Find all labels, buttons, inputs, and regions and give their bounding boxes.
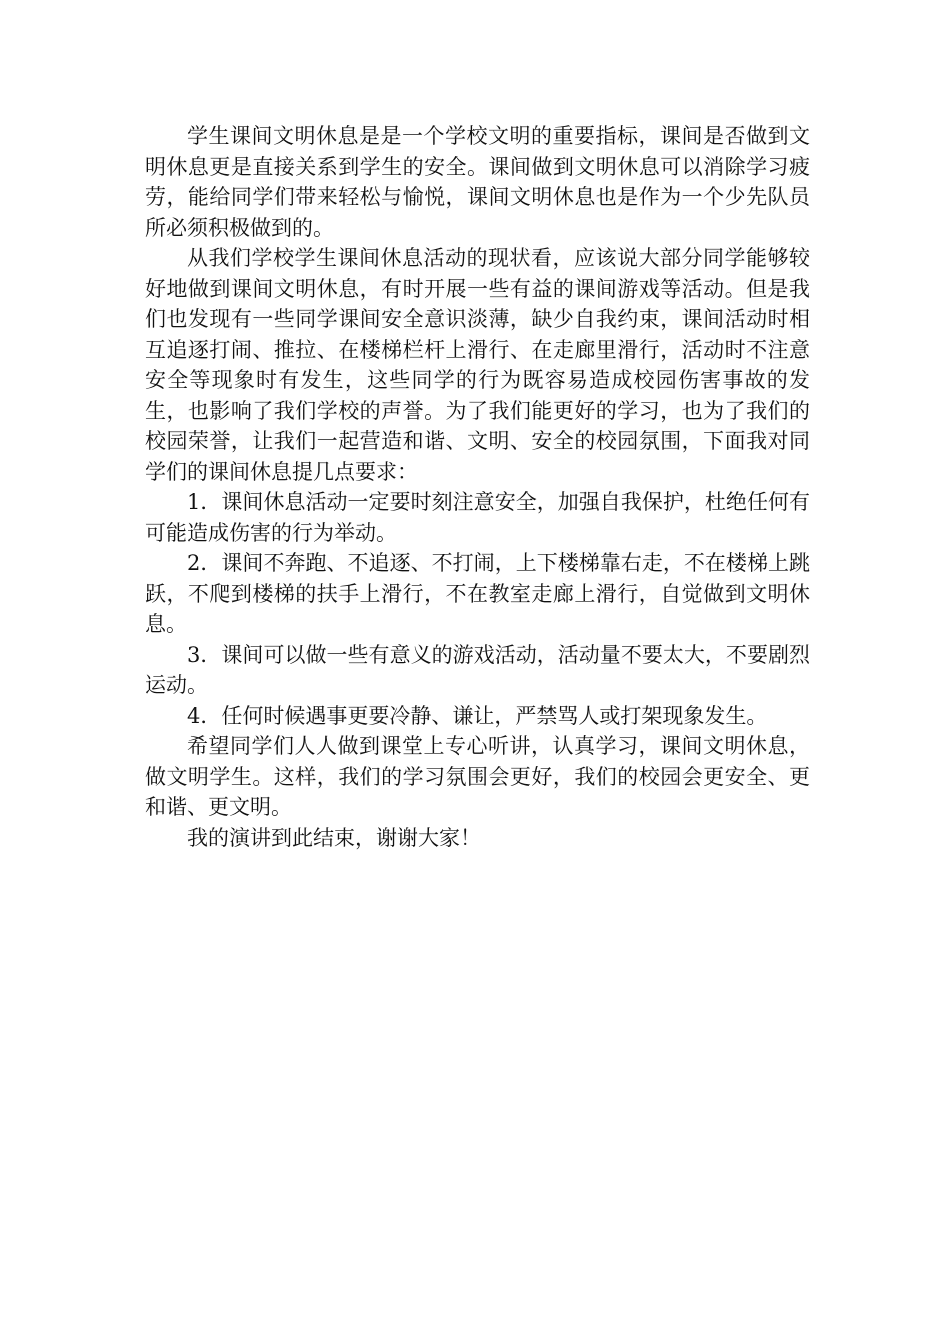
paragraph-requirement-3: 3．课间可以做一些有意义的游戏活动，活动量不要太大，不要剧烈运动。 (145, 642, 810, 697)
paragraph-closing: 我的演讲到此结束，谢谢大家！ (187, 825, 481, 850)
paragraph-intro: 学生课间文明休息是是一个学校文明的重要指标，课间是否做到文明休息更是直接关系到学生的安全。课间做到文明休息可以消除学习疲劳，能给同学们带来轻松与愉悦，课间文明休息也是作为一个少先队员所必须积极做到的。 (145, 124, 810, 240)
document-body (145, 121, 810, 853)
paragraph-hope: 希望同学们人人做到课堂上专心听讲，认真学习，课间文明休息，做文明学生。这样，我们的学习氛围会更好，我们的校园会更安全、更和谐、更文明。 (145, 734, 810, 819)
paragraph-requirement-2: 2．课间不奔跑、不追逐、不打闹，上下楼梯靠右走，不在楼梯上跳跃，不爬到楼梯的扶手上滑行，不在教室走廊上滑行，自觉做到文明休息。 (145, 551, 810, 636)
paragraph-requirement-4: 4．任何时候遇事更要冷静、谦让，严禁骂人或打架现象发生。 (187, 703, 768, 728)
paragraph-requirement-1: 1．课间休息活动一定要时刻注意安全，加强自我保护，杜绝任何有可能造成伤害的行为举动。 (145, 490, 810, 545)
paragraph-current-situation: 从我们学校学生课间休息活动的现状看，应该说大部分同学能够较好地做到课间文明休息，有时开展一些有益的课间游戏等活动。但是我们也发现有一些同学课间安全意识淡薄，缺少自我约束，课间活动时相互追逐打闹、推拉、在楼梯栏杆上滑行、在走廊里滑行，活动时不注意安全等现象时有发生，这些同学的行为既容易造成校园伤害事故的发生，也影响了我们学校的声誉。为了我们能更好的学习，也为了我们的校园荣誉，让我们一起营造和谐、文明、安全的校园氛围，下面我对同学们的课间休息提几点要求： (145, 246, 810, 484)
